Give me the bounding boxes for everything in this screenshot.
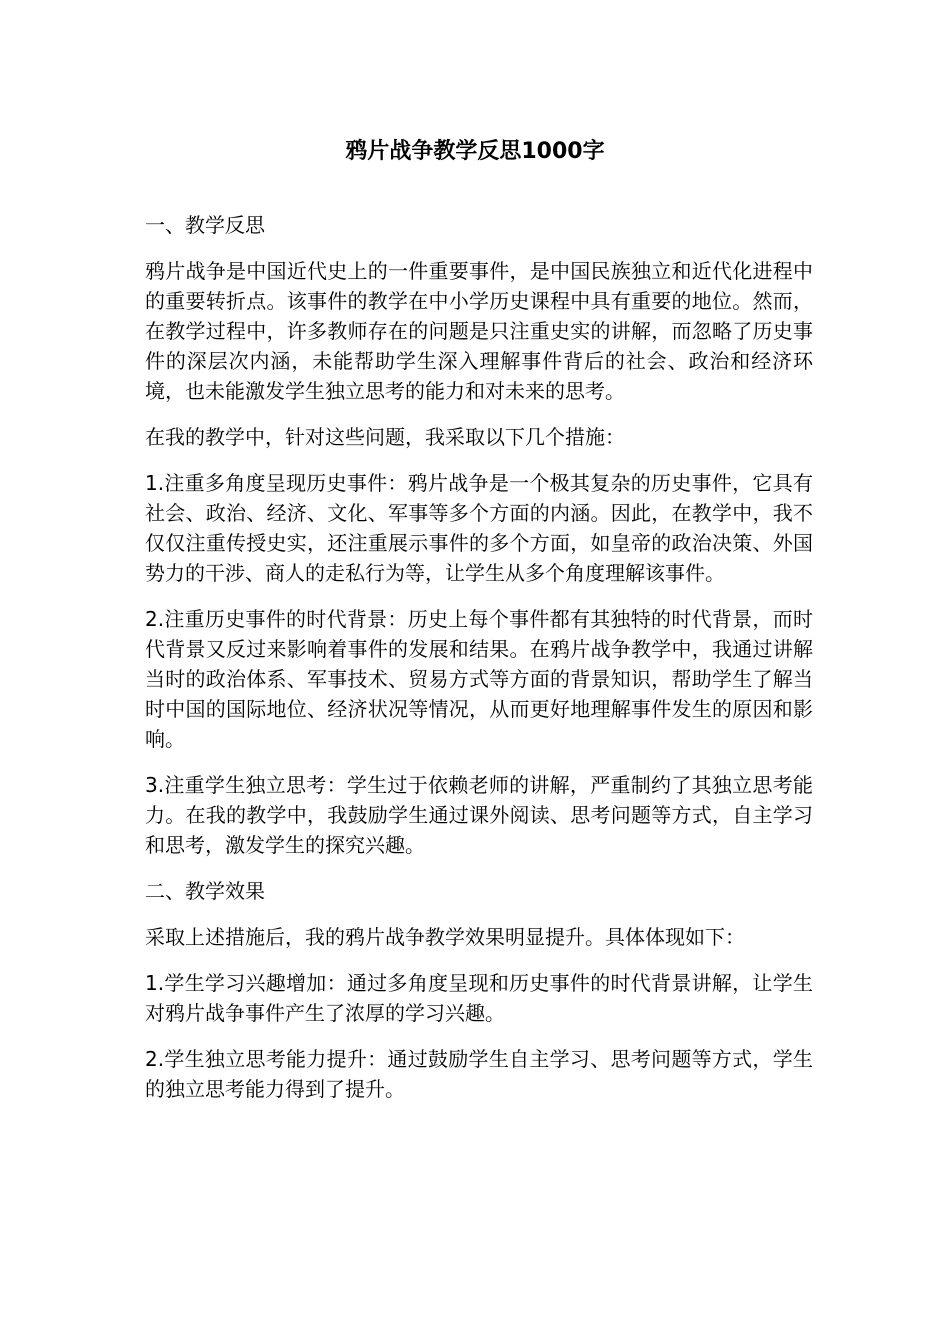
paragraph-measures-lead: 在我的教学中，针对这些问题，我采取以下几个措施： bbox=[145, 425, 625, 449]
paragraph-intro: 鸦片战争是中国近代史上的一件重要事件，是中国民族独立和近代化进程中的重要转折点。该事件的教学在中小学历史课程中具有重要的地位。然而，在教学过程中，许多教师存在的问题是只注重史实的讲解，而忽略了历史事件的深层次内涵，未能帮助学生深入理解事件背后的社会、政治和经济环境，也未能激发学生独立思考的能力和对未来的思考。 bbox=[145, 259, 813, 403]
section-heading-reflection: 一、教学反思 bbox=[145, 213, 265, 237]
paragraph-effect-lead: 采取上述措施后，我的鸦片战争教学效果明显提升。具体体现如下： bbox=[145, 925, 745, 949]
paragraph-effect-1: 1.学生学习兴趣增加：通过多角度呈现和历史事件的时代背景讲解，让学生对鸦片战争事件产生了浓厚的学习兴趣。 bbox=[145, 971, 813, 1025]
paragraph-effect-2: 2.学生独立思考能力提升：通过鼓励学生自主学习、思考问题等方式，学生的独立思考能力得到了提升。 bbox=[145, 1047, 813, 1101]
paragraph-measure-2: 2.注重历史事件的时代背景：历史上每个事件都有其独特的时代背景，而时代背景又反过来影响着事件的发展和结果。在鸦片战争教学中，我通过讲解当时的政治体系、军事技术、贸易方式等方面的背景知识，帮助学生了解当时中国的国际地位、经济状况等情况，从而更好地理解事件发生的原因和影响。 bbox=[145, 607, 813, 751]
section-heading-effect: 二、教学效果 bbox=[145, 879, 265, 903]
document-title: 鸦片战争教学反思1000字 bbox=[345, 139, 605, 164]
paragraph-measure-3: 3.注重学生独立思考：学生过于依赖老师的讲解，严重制约了其独立思考能力。在我的教学中，我鼓励学生通过课外阅读、思考问题等方式，自主学习和思考，激发学生的探究兴趣。 bbox=[145, 773, 813, 857]
paragraph-measure-1: 1.注重多角度呈现历史事件：鸦片战争是一个极其复杂的历史事件，它具有社会、政治、经济、文化、军事等多个方面的内涵。因此，在教学中，我不仅仅注重传授史实，还注重展示事件的多个方面，如皇帝的政治决策、外国势力的干涉、商人的走私行为等，让学生从多个角度理解该事件。 bbox=[145, 471, 813, 585]
document-body bbox=[145, 210, 813, 1120]
